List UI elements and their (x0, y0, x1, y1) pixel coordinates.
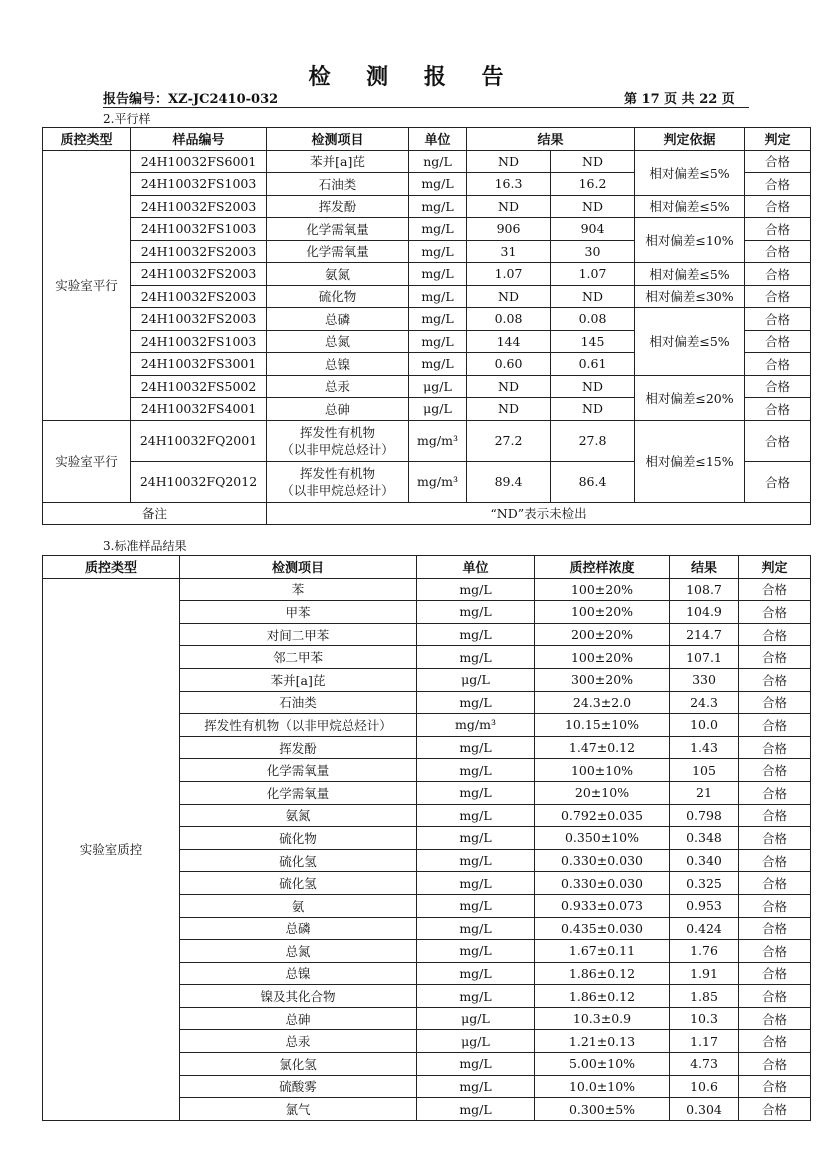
col-header: 结果 (467, 128, 635, 151)
judgement-cell: 合格 (745, 330, 811, 353)
qc-type-cell: 实验室平行 (43, 420, 131, 502)
unit-cell: mg/L (417, 894, 535, 917)
table-header-row (43, 128, 811, 151)
judgement-cell: 合格 (739, 623, 811, 646)
concentration-cell: 0.330±0.030 (535, 849, 670, 872)
result-cell: ND (467, 285, 551, 308)
result-cell: 1.76 (670, 940, 739, 963)
judgement-cell: 合格 (745, 195, 811, 218)
table-row (43, 218, 811, 241)
test-item-line: （以非甲烷总烃计） (281, 441, 394, 457)
result-cell: 1.43 (670, 736, 739, 759)
judgement-cell: 合格 (739, 985, 811, 1008)
sample-id-cell: 24H10032FS1003 (131, 218, 267, 241)
test-item-cell: 邻二甲苯 (180, 646, 417, 669)
sample-id-cell: 24H10032FS5002 (131, 375, 267, 398)
unit-cell: μg/L (409, 375, 467, 398)
test-item-cell: 总砷 (180, 1007, 417, 1030)
basis-cell: 相对偏差≤20% (635, 375, 745, 420)
test-item-cell: 氨氮 (267, 263, 409, 286)
concentration-cell: 10.0±10% (535, 1075, 670, 1098)
result-cell: ND (551, 285, 635, 308)
test-item-cell: 总汞 (180, 1030, 417, 1053)
unit-cell: mg/m³ (409, 420, 467, 461)
unit-cell: mg/L (417, 940, 535, 963)
table-row (43, 285, 811, 308)
judgement-cell: 合格 (745, 461, 811, 502)
sample-id-cell: 24H10032FS2003 (131, 240, 267, 263)
unit-cell: mg/L (417, 1075, 535, 1098)
remark-text-cell: “ND”表示未检出 (267, 502, 811, 525)
table-row (43, 263, 811, 286)
test-item-cell: 苯 (180, 578, 417, 601)
col-header: 质控样浓度 (535, 556, 670, 579)
test-item-cell: 石油类 (267, 173, 409, 196)
result-cell: 214.7 (670, 623, 739, 646)
concentration-cell: 1.86±0.12 (535, 985, 670, 1008)
basis-cell: 相对偏差≤5% (635, 308, 745, 376)
concentration-cell: 0.300±5% (535, 1098, 670, 1121)
unit-cell: mg/L (417, 623, 535, 646)
table-row (43, 150, 811, 173)
result-cell: ND (551, 150, 635, 173)
test-item-line: 挥发性有机物 (299, 465, 375, 481)
judgement-cell: 合格 (739, 1053, 811, 1076)
test-item-cell: 总汞 (267, 375, 409, 398)
unit-cell: mg/L (417, 849, 535, 872)
col-header: 判定 (745, 128, 811, 151)
result-cell: 0.953 (670, 894, 739, 917)
sample-id-cell: 24H10032FS6001 (131, 150, 267, 173)
judgement-cell: 合格 (739, 714, 811, 737)
result-cell: 30 (551, 240, 635, 263)
sample-id-cell: 24H10032FS1003 (131, 330, 267, 353)
header-divider (103, 107, 749, 108)
concentration-cell: 100±20% (535, 646, 670, 669)
concentration-cell: 100±20% (535, 578, 670, 601)
page-indicator: 第 17 页 共 22 页 (624, 92, 735, 107)
judgement-cell: 合格 (745, 263, 811, 286)
parallel-sample-table (42, 127, 811, 525)
unit-cell: mg/L (417, 781, 535, 804)
unit-cell: mg/L (417, 962, 535, 985)
judgement-cell: 合格 (745, 240, 811, 263)
result-cell: 10.3 (670, 1007, 739, 1030)
unit-cell: mg/L (409, 240, 467, 263)
judgement-cell: 合格 (739, 668, 811, 691)
judgement-cell: 合格 (745, 218, 811, 241)
judgement-cell: 合格 (745, 173, 811, 196)
concentration-cell: 100±20% (535, 601, 670, 624)
standard-sample-table (42, 555, 811, 1121)
result-cell: ND (551, 398, 635, 421)
judgement-cell: 合格 (739, 894, 811, 917)
qc-type-cell: 实验室质控 (43, 578, 180, 1120)
concentration-cell: 300±20% (535, 668, 670, 691)
test-item-cell: 氯气 (180, 1098, 417, 1121)
concentration-cell: 0.350±10% (535, 827, 670, 850)
judgement-cell: 合格 (745, 308, 811, 331)
unit-cell: mg/L (417, 804, 535, 827)
unit-cell: mg/L (409, 285, 467, 308)
section-parallel-heading: 2.平行样 (103, 112, 151, 126)
judgement-cell: 合格 (739, 849, 811, 872)
result-cell: 31 (467, 240, 551, 263)
test-item-cell (267, 420, 409, 461)
test-item-cell: 氨 (180, 894, 417, 917)
unit-cell: mg/L (409, 173, 467, 196)
judgement-cell: 合格 (739, 917, 811, 940)
sample-id-cell: 24H10032FS2003 (131, 308, 267, 331)
test-item-cell: 氨氮 (180, 804, 417, 827)
result-cell: 10.0 (670, 714, 739, 737)
col-header: 判定 (739, 556, 811, 579)
result-cell: 16.3 (467, 173, 551, 196)
concentration-cell: 10.3±0.9 (535, 1007, 670, 1030)
test-item-cell: 化学需氧量 (180, 781, 417, 804)
unit-cell: mg/L (417, 917, 535, 940)
result-cell: ND (551, 195, 635, 218)
unit-cell: μg/L (417, 1007, 535, 1030)
concentration-cell: 200±20% (535, 623, 670, 646)
unit-cell: mg/L (417, 646, 535, 669)
result-cell: 0.348 (670, 827, 739, 850)
judgement-cell: 合格 (739, 827, 811, 850)
result-cell: 108.7 (670, 578, 739, 601)
test-item-cell: 对间二甲苯 (180, 623, 417, 646)
judgement-cell: 合格 (745, 420, 811, 461)
col-header: 结果 (670, 556, 739, 579)
result-cell: 330 (670, 668, 739, 691)
test-item-cell: 石油类 (180, 691, 417, 714)
table-row (43, 375, 811, 398)
judgement-cell: 合格 (739, 1030, 811, 1053)
concentration-cell: 0.435±0.030 (535, 917, 670, 940)
col-header: 质控类型 (43, 128, 131, 151)
test-item-cell: 硫酸雾 (180, 1075, 417, 1098)
concentration-cell: 0.933±0.073 (535, 894, 670, 917)
test-item-line: （以非甲烷总烃计） (281, 482, 394, 498)
unit-cell: mg/L (409, 218, 467, 241)
result-cell: 0.798 (670, 804, 739, 827)
result-cell: 24.3 (670, 691, 739, 714)
sample-id-cell: 24H10032FS1003 (131, 173, 267, 196)
sample-id-cell: 24H10032FQ2012 (131, 461, 267, 502)
result-cell: 89.4 (467, 461, 551, 502)
table-row (43, 195, 811, 218)
col-header: 检测项目 (267, 128, 409, 151)
test-item-cell: 硫化氢 (180, 849, 417, 872)
result-cell: 1.17 (670, 1030, 739, 1053)
unit-cell: ng/L (409, 150, 467, 173)
test-item-cell: 硫化物 (180, 827, 417, 850)
test-item-cell: 总磷 (267, 308, 409, 331)
test-item-cell: 化学需氧量 (267, 218, 409, 241)
unit-cell: mg/L (417, 872, 535, 895)
table-row (43, 308, 811, 331)
result-cell: 1.85 (670, 985, 739, 1008)
test-item-cell: 挥发性有机物（以非甲烷总烃计） (180, 714, 417, 737)
test-item-cell: 总氮 (267, 330, 409, 353)
test-item-cell: 硫化氢 (180, 872, 417, 895)
test-item-cell (267, 461, 409, 502)
qc-type-cell: 实验室平行 (43, 150, 131, 420)
result-cell: 0.08 (551, 308, 635, 331)
test-item-cell: 硫化物 (267, 285, 409, 308)
sample-id-cell: 24H10032FS4001 (131, 398, 267, 421)
unit-cell: mg/L (417, 985, 535, 1008)
judgement-cell: 合格 (739, 1075, 811, 1098)
result-cell: 86.4 (551, 461, 635, 502)
unit-cell: mg/L (409, 330, 467, 353)
remark-row (43, 502, 811, 525)
col-header: 样品编号 (131, 128, 267, 151)
judgement-cell: 合格 (739, 691, 811, 714)
test-item-cell: 苯并[a]芘 (180, 668, 417, 691)
result-cell: 0.304 (670, 1098, 739, 1121)
concentration-cell: 0.330±0.030 (535, 872, 670, 895)
test-item-cell: 总砷 (267, 398, 409, 421)
judgement-cell: 合格 (739, 578, 811, 601)
unit-cell: mg/L (417, 1098, 535, 1121)
test-item-cell: 挥发酚 (267, 195, 409, 218)
judgement-cell: 合格 (739, 962, 811, 985)
col-header: 检测项目 (180, 556, 417, 579)
concentration-cell: 5.00±10% (535, 1053, 670, 1076)
judgement-cell: 合格 (739, 1098, 811, 1121)
judgement-cell: 合格 (745, 398, 811, 421)
basis-cell: 相对偏差≤5% (635, 195, 745, 218)
concentration-cell: 10.15±10% (535, 714, 670, 737)
test-item-cell: 总镍 (267, 353, 409, 376)
judgement-cell: 合格 (739, 759, 811, 782)
unit-cell: mg/L (417, 601, 535, 624)
result-cell: 27.2 (467, 420, 551, 461)
test-item-cell: 镍及其化合物 (180, 985, 417, 1008)
sample-id-cell: 24H10032FS2003 (131, 195, 267, 218)
test-item-cell: 总镍 (180, 962, 417, 985)
test-item-cell: 化学需氧量 (267, 240, 409, 263)
unit-cell: mg/L (409, 263, 467, 286)
sample-id-cell: 24H10032FS2003 (131, 285, 267, 308)
test-item-cell: 甲苯 (180, 601, 417, 624)
section-standard-heading: 3.标准样品结果 (103, 539, 187, 553)
unit-cell: mg/m³ (417, 714, 535, 737)
judgement-cell: 合格 (739, 736, 811, 759)
result-cell: 906 (467, 218, 551, 241)
result-cell: ND (467, 398, 551, 421)
result-cell: 0.325 (670, 872, 739, 895)
sample-id-cell: 24H10032FS2003 (131, 263, 267, 286)
basis-cell: 相对偏差≤5% (635, 150, 745, 195)
sample-id-cell: 24H10032FQ2001 (131, 420, 267, 461)
col-header: 单位 (409, 128, 467, 151)
judgement-cell: 合格 (745, 150, 811, 173)
test-item-line: 挥发性有机物 (299, 424, 375, 440)
result-cell: ND (467, 150, 551, 173)
judgement-cell: 合格 (745, 375, 811, 398)
unit-cell: mg/m³ (409, 461, 467, 502)
table-row (43, 420, 811, 461)
report-number: 报告编号：XZ-JC2410-032 (103, 92, 279, 107)
judgement-cell: 合格 (739, 804, 811, 827)
concentration-cell: 0.792±0.035 (535, 804, 670, 827)
report-title: 检 测 报 告 (308, 64, 518, 90)
result-cell: 1.91 (670, 962, 739, 985)
result-cell: 0.424 (670, 917, 739, 940)
unit-cell: μg/L (417, 668, 535, 691)
concentration-cell: 1.21±0.13 (535, 1030, 670, 1053)
basis-cell: 相对偏差≤5% (635, 263, 745, 286)
concentration-cell: 20±10% (535, 781, 670, 804)
result-cell: 1.07 (467, 263, 551, 286)
unit-cell: μg/L (417, 1030, 535, 1053)
test-item-cell: 苯并[a]芘 (267, 150, 409, 173)
result-cell: 145 (551, 330, 635, 353)
result-cell: 144 (467, 330, 551, 353)
result-cell: 21 (670, 781, 739, 804)
result-cell: 105 (670, 759, 739, 782)
concentration-cell: 100±10% (535, 759, 670, 782)
result-cell: 16.2 (551, 173, 635, 196)
judgement-cell: 合格 (745, 353, 811, 376)
concentration-cell: 1.86±0.12 (535, 962, 670, 985)
basis-cell: 相对偏差≤30% (635, 285, 745, 308)
unit-cell: mg/L (417, 759, 535, 782)
unit-cell: mg/L (417, 736, 535, 759)
test-item-cell: 挥发酚 (180, 736, 417, 759)
unit-cell: mg/L (417, 1053, 535, 1076)
test-item-cell: 化学需氧量 (180, 759, 417, 782)
result-cell: 1.07 (551, 263, 635, 286)
table-header-row (43, 556, 811, 579)
result-cell: ND (467, 195, 551, 218)
result-cell: 0.60 (467, 353, 551, 376)
result-cell: 107.1 (670, 646, 739, 669)
judgement-cell: 合格 (745, 285, 811, 308)
unit-cell: mg/L (417, 578, 535, 601)
judgement-cell: 合格 (739, 646, 811, 669)
result-cell: ND (467, 375, 551, 398)
judgement-cell: 合格 (739, 872, 811, 895)
unit-cell: mg/L (409, 195, 467, 218)
test-item-cell: 氯化氢 (180, 1053, 417, 1076)
unit-cell: μg/L (409, 398, 467, 421)
concentration-cell: 1.67±0.11 (535, 940, 670, 963)
concentration-cell: 24.3±2.0 (535, 691, 670, 714)
result-cell: 4.73 (670, 1053, 739, 1076)
basis-cell: 相对偏差≤15% (635, 420, 745, 502)
result-cell: 0.61 (551, 353, 635, 376)
test-item-cell: 总磷 (180, 917, 417, 940)
remark-label-cell: 备注 (43, 502, 267, 525)
col-header: 单位 (417, 556, 535, 579)
unit-cell: mg/L (417, 691, 535, 714)
judgement-cell: 合格 (739, 1007, 811, 1030)
concentration-cell: 1.47±0.12 (535, 736, 670, 759)
unit-cell: mg/L (409, 353, 467, 376)
result-cell: 904 (551, 218, 635, 241)
result-cell: 0.08 (467, 308, 551, 331)
judgement-cell: 合格 (739, 601, 811, 624)
result-cell: 27.8 (551, 420, 635, 461)
test-item-cell: 总氮 (180, 940, 417, 963)
result-cell: 10.6 (670, 1075, 739, 1098)
col-header: 判定依据 (635, 128, 745, 151)
table-row (43, 578, 811, 601)
result-cell: ND (551, 375, 635, 398)
unit-cell: mg/L (409, 308, 467, 331)
result-cell: 0.340 (670, 849, 739, 872)
col-header: 质控类型 (43, 556, 180, 579)
result-cell: 104.9 (670, 601, 739, 624)
basis-cell: 相对偏差≤10% (635, 218, 745, 263)
judgement-cell: 合格 (739, 940, 811, 963)
judgement-cell: 合格 (739, 781, 811, 804)
unit-cell: mg/L (417, 827, 535, 850)
sample-id-cell: 24H10032FS3001 (131, 353, 267, 376)
